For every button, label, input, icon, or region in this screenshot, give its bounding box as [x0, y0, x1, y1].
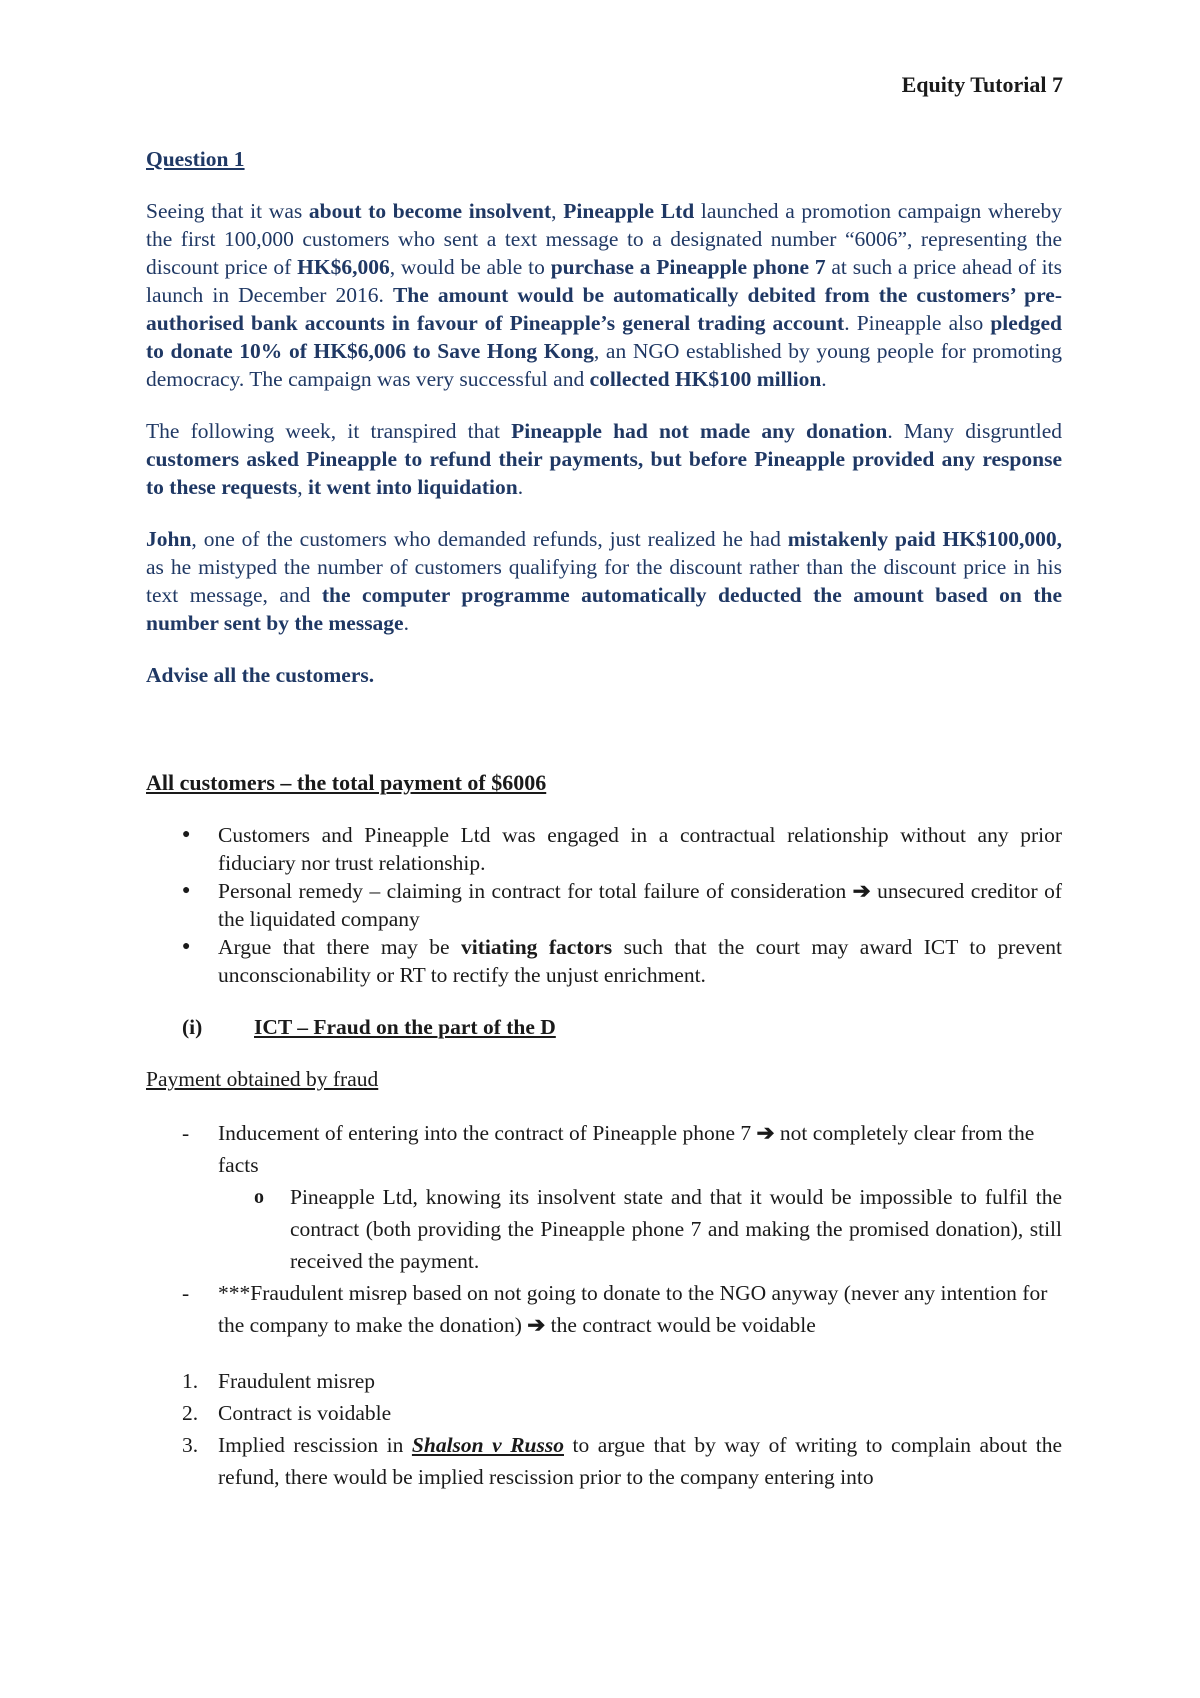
- bold-run: vitiating factors: [460, 935, 613, 959]
- text-run: .: [403, 611, 409, 635]
- dash-item: [146, 1117, 1062, 1277]
- underline-heading: Payment obtained by fraud: [146, 1067, 379, 1091]
- question-title: Question 1: [146, 147, 245, 171]
- numbered-list: [146, 1365, 1062, 1493]
- numbered-item: [146, 1397, 1062, 1429]
- bullet-text: Personal remedy – claiming in contract for total failure of consideration: [218, 879, 853, 903]
- case-name: Shalson v Russo: [411, 1433, 564, 1457]
- text-run: Seeing that it was: [146, 199, 309, 223]
- question-paragraph-3: [146, 525, 1062, 637]
- dash-text: the contract would be voidable: [545, 1313, 816, 1337]
- dash-text: ***Fraudulent misrep based on not going to donate to the NGO anyway (never any intention for the company to make the donation): [218, 1281, 1048, 1337]
- bold-run: the computer programme automatically deducted the amount based on the number sent by the message: [146, 583, 1062, 635]
- bold-run: purchase a Pineapple phone 7: [550, 255, 826, 279]
- text-run: launched a promotion campaign whereby the first 100,000 customers who sent a text message to a designated number “6006”, representing the discount price of: [146, 199, 1063, 279]
- numbered-item: [146, 1429, 1062, 1493]
- question-paragraph-1: [146, 197, 1062, 393]
- text-run: , an NGO established by young people for promoting democracy. The campaign was very successful and: [146, 339, 1062, 391]
- bold-run: HK$6,006: [297, 255, 390, 279]
- sub-heading-number: (i): [182, 1015, 203, 1039]
- question-paragraph-2: [146, 417, 1062, 501]
- answer-bullet-list: [146, 821, 1062, 989]
- arrow-icon: ➔: [527, 1313, 546, 1337]
- numbered-item: [146, 1365, 1062, 1397]
- dash-text: not completely clear from the facts: [218, 1121, 1035, 1177]
- bold-run: about to become insolvent: [308, 199, 552, 223]
- dash-marker: -: [182, 1121, 190, 1145]
- document-body: [146, 145, 1062, 1493]
- item-text: to argue that by way of writing to complain about the refund, there would be implied rescission prior to the company entering into: [218, 1433, 1062, 1489]
- circle-text: Pineapple Ltd, knowing its insolvent state and that it would be impossible to fulfil the contract (both providing the Pineapple phone 7 and making the promised donation), still received the payment.: [290, 1185, 1062, 1273]
- bold-run: mistakenly paid HK$100,000,: [787, 527, 1062, 551]
- text-run: . Pineapple also: [844, 311, 991, 335]
- item-text: Fraudulent misrep: [218, 1369, 376, 1393]
- sub-heading: [146, 1013, 1062, 1041]
- sub-heading-title: ICT – Fraud on the part of the D: [254, 1015, 556, 1039]
- bold-run: John: [146, 527, 192, 551]
- bullet-text: Argue that there may be: [218, 935, 461, 959]
- text-run: . Many disgruntled: [887, 419, 1062, 443]
- arrow-icon: ➔: [852, 879, 871, 903]
- bullet-item: [146, 821, 1062, 877]
- item-number: 3.: [182, 1433, 199, 1457]
- answer-section-title: All customers – the total payment of $6006: [146, 770, 547, 795]
- text-run: The following week, it transpired that: [146, 419, 512, 443]
- circle-list: [218, 1181, 1062, 1277]
- bullet-text: such that the court may award ICT to prevent unconscionability or RT to rectify the unjust enrichment.: [218, 935, 1063, 987]
- header-title: Equity Tutorial 7: [901, 72, 1063, 97]
- bold-run: customers asked Pineapple to refund their payments, but before Pineapple provided any response to these requests: [146, 447, 1062, 499]
- text-run: .: [821, 367, 827, 391]
- text-run: , would be able to: [389, 255, 551, 279]
- bold-run: collected HK$100 million: [589, 367, 822, 391]
- bold-run: it went into liquidation: [308, 475, 518, 499]
- item-number: 1.: [182, 1369, 199, 1393]
- bullet-item: [146, 933, 1062, 989]
- text-run: as he mistyped the number of customers qualifying for the discount rather than the discount price in his text message, and: [146, 555, 1062, 607]
- text-run: .: [517, 475, 524, 499]
- bullet-text: Customers and Pineapple Ltd was engaged in a contractual relationship without any prior fiduciary nor trust relationship.: [218, 823, 1062, 875]
- bullet-item: [146, 877, 1062, 933]
- bold-run: The amount would be automatically debited from the customers’ pre-authorised bank accounts in favour of Pineapple’s general trading account: [146, 283, 1062, 335]
- item-text: Implied rescission in: [218, 1433, 412, 1457]
- dash-marker: -: [182, 1281, 190, 1305]
- dash-list: [146, 1117, 1062, 1341]
- bullet-text: unsecured creditor of the liquidated company: [218, 879, 1062, 931]
- arrow-icon: ➔: [756, 1121, 775, 1145]
- text-run: ,: [297, 475, 309, 499]
- bold-run: Pineapple Ltd: [563, 199, 695, 223]
- bold-run: Pineapple had not made any donation: [511, 419, 888, 443]
- item-number: 2.: [182, 1401, 199, 1425]
- text-run: at such a price ahead of its launch in December 2016.: [146, 255, 1062, 307]
- dash-text: Inducement of entering into the contract of Pineapple phone 7: [218, 1121, 757, 1145]
- circle-item: [218, 1181, 1062, 1277]
- item-text: Contract is voidable: [218, 1401, 392, 1425]
- dash-item: [146, 1277, 1062, 1341]
- advise-line: Advise all the customers.: [146, 663, 375, 687]
- bold-run: pledged to donate 10% of HK$6,006 to Save Hong Kong: [146, 311, 1063, 363]
- text-run: , one of the customers who demanded refunds, just realized he had: [191, 527, 788, 551]
- text-run: ,: [551, 199, 564, 223]
